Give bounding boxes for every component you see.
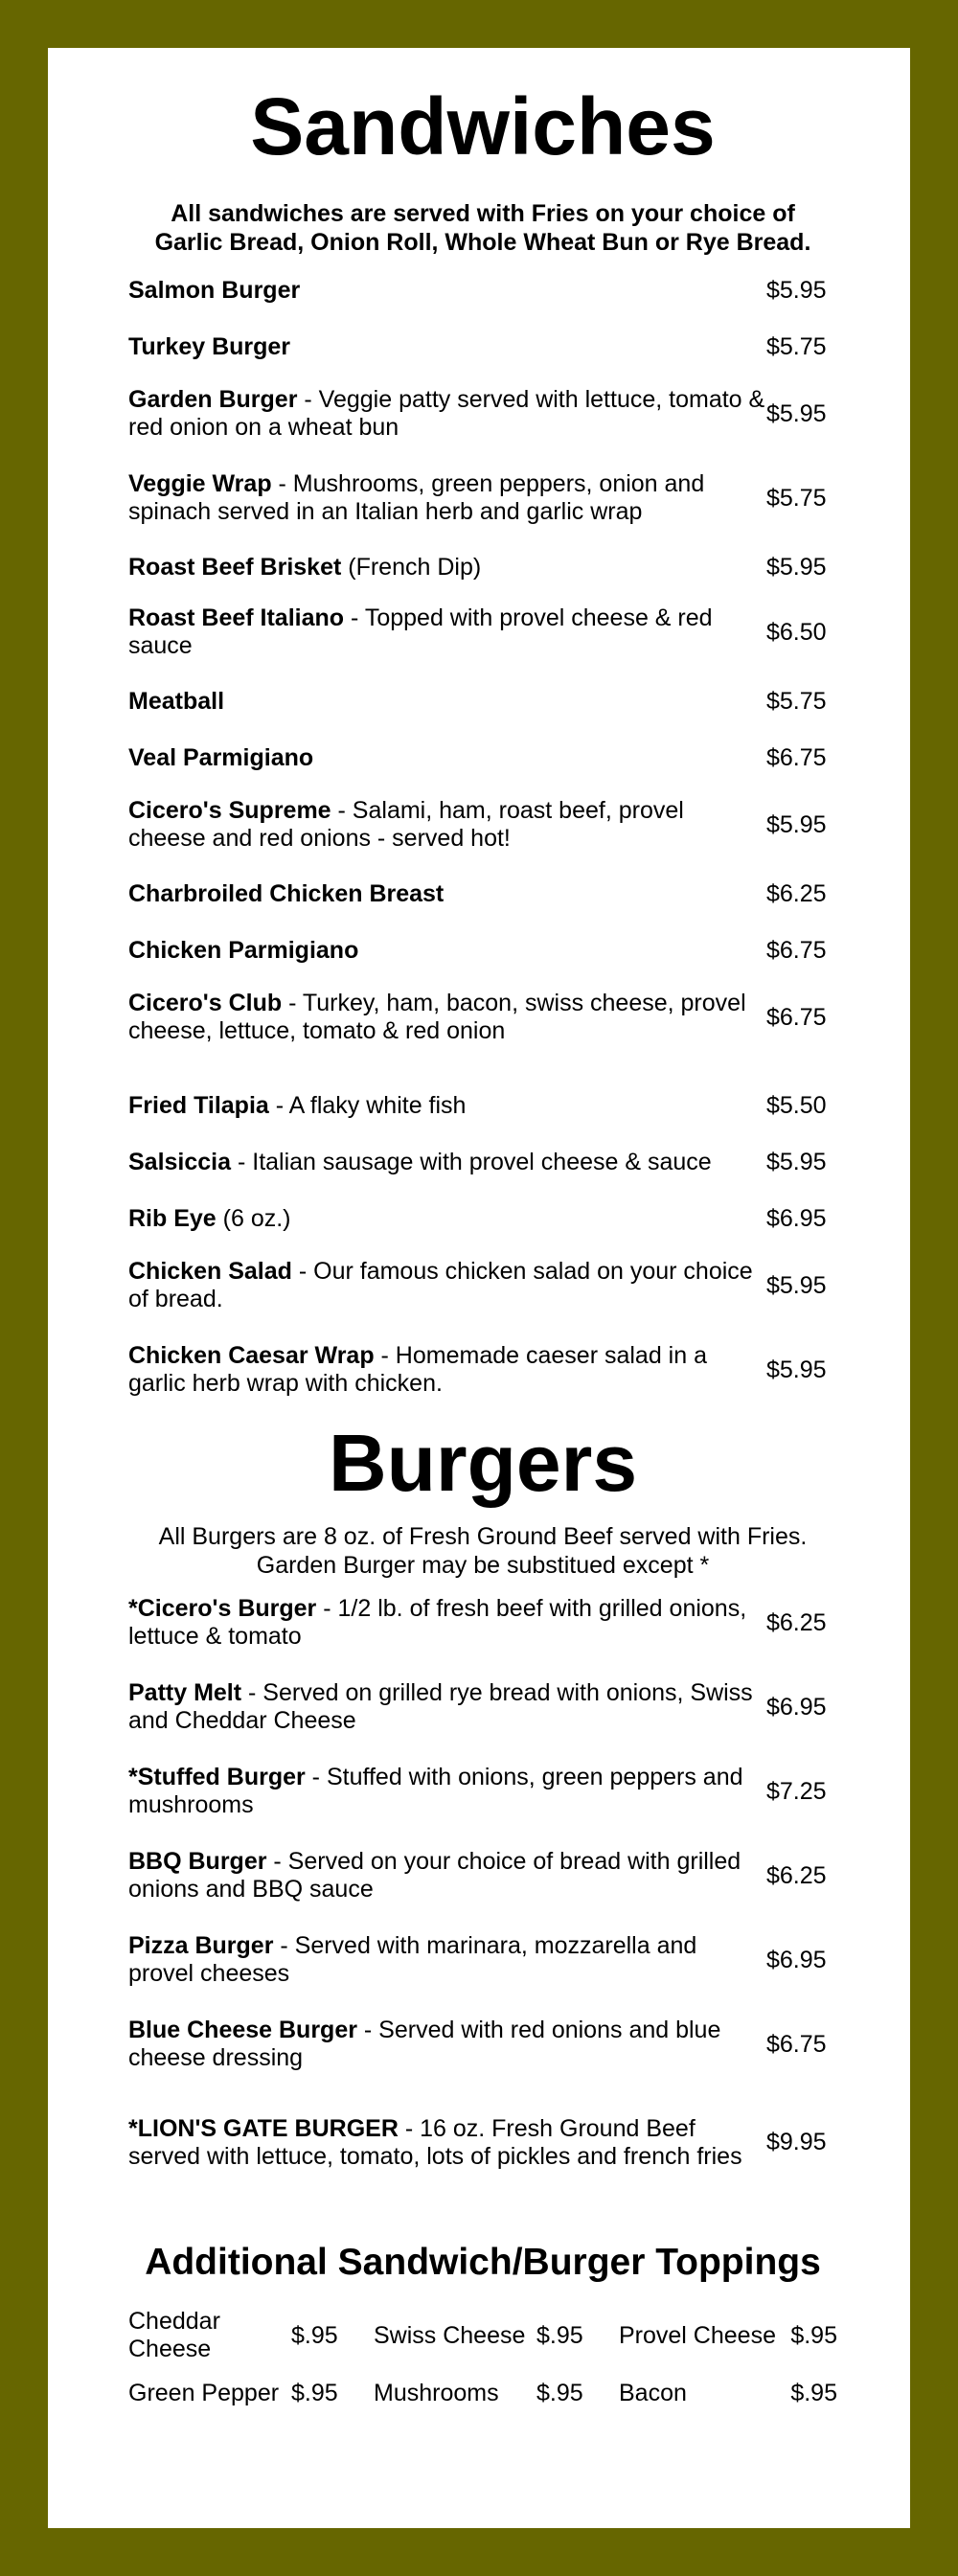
menu-item	[128, 1932, 837, 1988]
item-name: Turkey Burger	[128, 332, 291, 360]
menu-item	[128, 1342, 837, 1398]
item-price: $6.95	[766, 1204, 827, 1232]
item-name: Meatball	[128, 687, 225, 715]
item-desc: - Served with marinara, mozzarella and provel cheeses	[128, 1932, 697, 1987]
item-desc: - Italian sausage with provel cheese & sauce	[231, 1148, 712, 1175]
burgers-title: Burgers	[328, 1418, 638, 1508]
item-price: $5.75	[766, 484, 827, 512]
item-name: Pizza Burger	[128, 1932, 274, 1959]
item-desc: - Topped with provel cheese & red sauce	[128, 604, 713, 659]
item-name: Veggie Wrap	[128, 470, 272, 497]
item-desc: - Salami, ham, roast beef, provel cheese and red onions - served hot!	[128, 797, 684, 852]
item-name: Fried Tilapia	[128, 1091, 269, 1119]
item-desc: - 1/2 lb. of fresh beef with grilled onions, lettuce & tomato	[128, 1595, 747, 1650]
topping-name: Cheddar Cheese	[128, 2308, 220, 2362]
item-name: Chicken Salad	[128, 1258, 292, 1285]
topping-price: $.95	[790, 2321, 837, 2349]
item-price: $5.75	[766, 332, 827, 360]
topping-price: $.95	[291, 2321, 338, 2349]
menu-item	[128, 797, 837, 853]
menu-item	[128, 276, 837, 305]
item-name: Garden Burger	[128, 386, 298, 413]
item-price: $6.75	[766, 743, 827, 771]
item-desc: (6 oz.)	[216, 1204, 291, 1232]
item-desc: - Served with red onions and blue cheese dressing	[128, 2017, 721, 2071]
topping-name: Provel Cheese	[619, 2321, 776, 2349]
item-name: Roast Beef Italiano	[128, 604, 345, 631]
menu-item	[128, 879, 837, 908]
item-price: $5.50	[766, 1091, 827, 1119]
menu-item	[128, 2101, 837, 2184]
sandwiches-list	[128, 276, 837, 1398]
menu-item	[128, 1679, 837, 1735]
item-name: *LION'S GATE BURGER	[128, 2114, 399, 2142]
menu-item	[128, 990, 837, 1045]
item-price: $6.75	[766, 2030, 827, 2058]
item-price: $6.95	[766, 1693, 827, 1721]
item-name: *Cicero's Burger	[128, 1595, 317, 1622]
topping-name: Green Pepper	[128, 2379, 280, 2406]
burgers-list	[128, 1595, 837, 2184]
toppings-title: Additional Sandwich/Burger Toppings	[145, 2242, 821, 2283]
item-price: $5.95	[766, 1356, 827, 1383]
item-price: $9.95	[766, 2129, 827, 2155]
topping-name: Mushrooms	[374, 2379, 499, 2406]
burgers-intro: All Burgers are 8 oz. of Fresh Ground Beef served with Fries. Garden Burger may be substitued except *	[158, 1523, 808, 1579]
item-desc: - Mushrooms, green peppers, onion and spinach served in an Italian herb and garlic wrap	[128, 470, 705, 525]
menu-item	[128, 1595, 837, 1651]
menu-item	[128, 332, 837, 361]
sandwiches-intro: All sandwiches are served with Fries on your choice of Garlic Bread, Onion Roll, Whole Wheat Bun or Rye Bread.	[154, 200, 811, 256]
menu-item	[128, 553, 837, 581]
item-price: $6.75	[766, 936, 827, 964]
item-name: Roast Beef Brisket	[128, 553, 342, 581]
topping-price: $.95	[536, 2321, 583, 2349]
item-price: $5.95	[766, 399, 827, 427]
item-name: Cicero's Supreme	[128, 797, 331, 824]
item-desc: (French Dip)	[341, 553, 482, 581]
item-desc: - Served on your choice of bread with grilled onions and BBQ sauce	[128, 1848, 741, 1903]
item-price: $6.95	[766, 1946, 827, 1973]
item-name: Chicken Parmigiano	[128, 936, 359, 964]
item-price: $5.75	[766, 687, 827, 715]
menu-item	[128, 687, 837, 716]
topping-name: Swiss Cheese	[374, 2321, 526, 2349]
topping-price: $.95	[536, 2379, 583, 2406]
item-price: $5.95	[766, 553, 827, 581]
sandwiches-title: Sandwiches	[250, 81, 716, 171]
topping-price: $.95	[790, 2379, 837, 2406]
menu-item	[128, 470, 837, 526]
menu-item	[128, 1148, 837, 1176]
item-desc: - Turkey, ham, bacon, swiss cheese, provel cheese, lettuce, tomato & red onion	[128, 990, 746, 1044]
item-name: Veal Parmigiano	[128, 743, 314, 771]
item-price: $5.95	[766, 1271, 827, 1299]
item-desc: - Stuffed with onions, green peppers and mushrooms	[128, 1764, 743, 1818]
menu-item	[128, 1848, 837, 1904]
menu-content	[128, 81, 837, 2422]
item-price: $5.95	[766, 276, 827, 304]
menu-item	[128, 1258, 837, 1313]
item-price: $6.25	[766, 1608, 827, 1636]
item-price: $6.25	[766, 879, 827, 907]
item-name: Patty Melt	[128, 1679, 242, 1706]
topping-name: Bacon	[619, 2379, 687, 2406]
menu-panel	[48, 48, 910, 2528]
item-desc: - Served on grilled rye bread with onions, Swiss and Cheddar Cheese	[128, 1679, 753, 1734]
menu-item	[128, 1204, 837, 1233]
item-price: $5.95	[766, 810, 827, 838]
item-price: $6.25	[766, 1861, 827, 1889]
menu-item	[128, 936, 837, 965]
item-name: Cicero's Club	[128, 990, 283, 1016]
item-desc: - A flaky white fish	[268, 1091, 467, 1119]
item-desc: - 16 oz. Fresh Ground Beef served with lettuce, tomato, lots of pickles and french fries	[128, 2114, 742, 2170]
item-name: Blue Cheese Burger	[128, 2017, 357, 2043]
menu-item	[128, 1091, 837, 1120]
item-price: $6.50	[766, 618, 827, 646]
menu-item	[128, 604, 837, 660]
menu-item	[128, 1764, 837, 1819]
item-price: $6.75	[766, 1003, 827, 1031]
item-name: Charbroiled Chicken Breast	[128, 879, 445, 907]
item-name: Salmon Burger	[128, 276, 301, 304]
menu-item	[128, 386, 837, 442]
menu-item	[128, 2017, 837, 2072]
item-name: BBQ Burger	[128, 1848, 267, 1875]
item-price: $5.95	[766, 1148, 827, 1175]
item-desc: - Veggie patty served with lettuce, tomato & red onion on a wheat bun	[128, 386, 765, 441]
item-price: $7.25	[766, 1777, 827, 1805]
item-desc: - Homemade caeser salad in a garlic herb wrap with chicken.	[128, 1342, 707, 1397]
topping-price: $.95	[291, 2379, 338, 2406]
item-name: Salsiccia	[128, 1148, 232, 1175]
item-name: *Stuffed Burger	[128, 1764, 306, 1790]
menu-item	[128, 743, 837, 772]
item-desc: - Our famous chicken salad on your choice of bread.	[128, 1258, 753, 1312]
toppings-grid	[128, 2307, 837, 2422]
item-name: Rib Eye	[128, 1204, 217, 1232]
item-name: Chicken Caesar Wrap	[128, 1342, 375, 1369]
